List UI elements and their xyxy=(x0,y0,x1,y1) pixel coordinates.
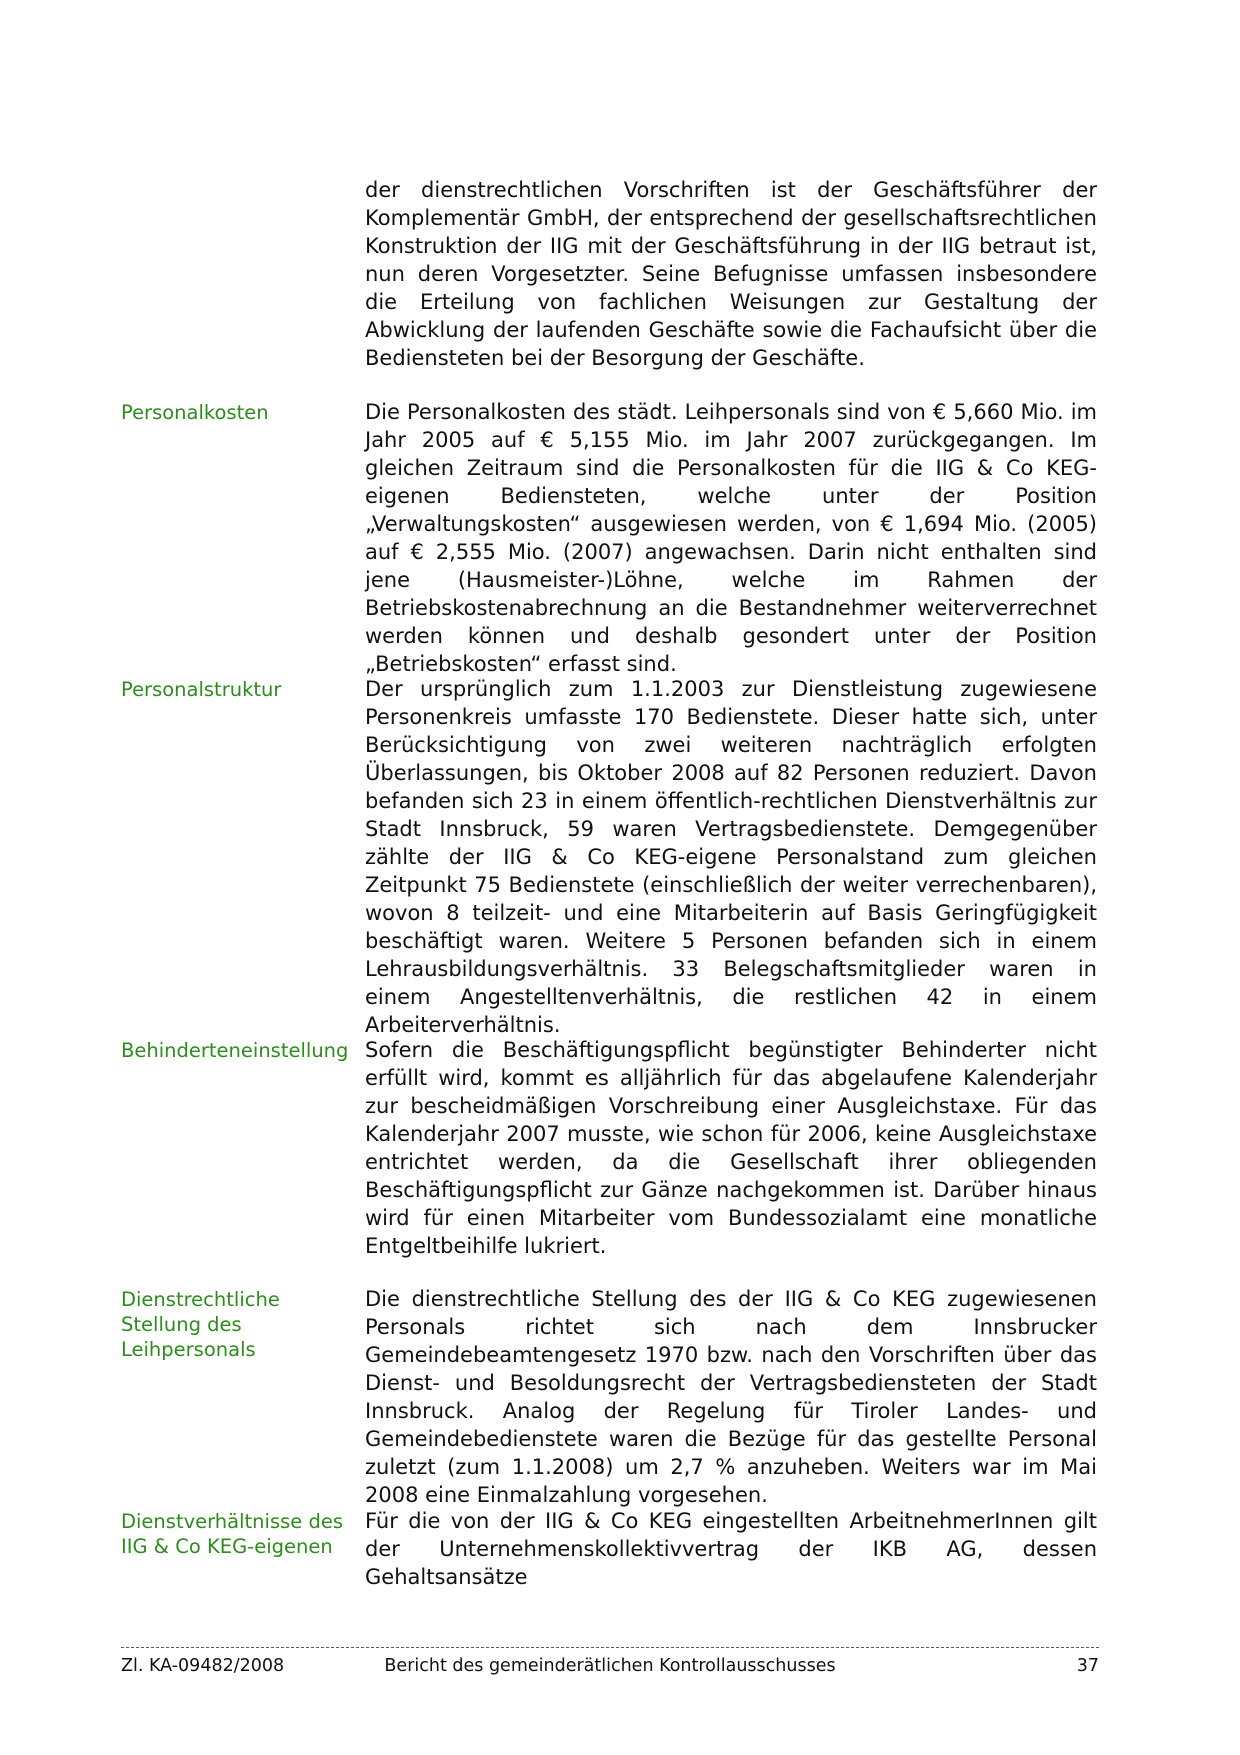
margin-label-personalkosten: Personalkosten xyxy=(121,401,269,424)
margin-label-behinderteneinstellung: Behinderteneinstellung xyxy=(121,1039,349,1062)
margin-label-dienstrechtliche-stellung: Dienstrechtliche Stellung des Leihpersonals xyxy=(121,1288,280,1361)
paragraph-personalstruktur: Der ursprünglich zum 1.1.2003 zur Dienstleistung zugewiesene Personenkreis umfasste 170 Bedienstete. Dieser hatte sich, unter Berücksichtigung von zwei weiteren nachträglich erfolgten Überlassungen, bis Oktober 2008 auf 82 Personen reduziert. Davon befanden sich 23 in einem öffentlich-rechtlichen Dienstverhältnis zur Stadt Innsbruck, 59 waren Vertragsbedienstete. Demgegenüber zählte der IIG & Co KEG-eigene Personalstand zum gleichen Zeitpunkt 75 Bedienstete (einschließlich der weiter verrechenbaren), wovon 8 teilzeit- und eine Mitarbeiterin auf Basis Geringfügigkeit beschäftigt waren. Weitere 5 Personen befanden sich in einem Lehrausbildungsverhältnis. 33 Belegschaftsmitglieder waren in einem Angestelltenverhältnis, die restlichen 42 in einem Arbeiterverhältnis. xyxy=(365,677,1097,1037)
paragraph-personalkosten: Die Personalkosten des städt. Leihpersonals sind von € 5,660 Mio. im Jahr 2005 auf € 5,155 Mio. im Jahr 2007 zurückgegangen. Im gleichen Zeitraum sind die Personalkosten für die IIG & Co KEG-eigenen Bediensteten, welche unter der Position „Verwaltungskosten“ ausgewiesen werden, von € 1,694 Mio. (2005) auf € 2,555 Mio. (2007) angewachsen. Darin nicht enthalten sind jene (Hausmeister-)Löhne, welche im Rahmen der Betriebskostenabrechnung an die Bestandnehmer weiterverrechnet werden können und deshalb gesondert unter der Position „Betriebskosten“ erfasst sind. xyxy=(365,400,1097,676)
margin-label-dienstverhaeltnisse: Dienstverhältnisse des IIG & Co KEG-eigenen xyxy=(121,1510,344,1558)
paragraph-continuation: der dienstrechtlichen Vorschriften ist der Geschäftsführer der Komplementär GmbH, der entsprechend der gesellschaftsrechtlichen Konstruktion der IIG mit der Geschäftsführung in der IIG betraut ist, nun deren Vorgesetzter. Seine Befugnisse umfassen insbesondere die Erteilung von fachlichen Weisungen zur Gestaltung der Abwicklung der laufenden Geschäfte sowie die Fachaufsicht über die Bediensteten bei der Besorgung der Geschäfte. xyxy=(365,178,1097,370)
margin-label-personalstruktur: Personalstruktur xyxy=(121,678,282,701)
footer-title: Bericht des gemeinderätlichen Kontrollausschusses xyxy=(384,1656,836,1676)
footer-divider xyxy=(121,1647,1099,1648)
footer-reference: Zl. KA-09482/2008 xyxy=(121,1656,285,1676)
page-number: 37 xyxy=(1076,1656,1099,1676)
paragraph-behinderteneinstellung: Sofern die Beschäftigungspflicht begünstigter Behinderter nicht erfüllt wird, kommt es alljährlich für das abgelaufene Kalenderjahr zur bescheidmäßigen Vorschreibung einer Ausgleichstaxe. Für das Kalenderjahr 2007 musste, wie schon für 2006, keine Ausgleichstaxe entrichtet werden, da die Gesellschaft ihrer obliegenden Beschäftigungspflicht zur Gänze nachgekommen ist. Darüber hinaus wird für einen Mitarbeiter vom Bundessozialamt eine monatliche Entgeltbeihilfe lukriert. xyxy=(365,1038,1097,1258)
paragraph-dienstrechtliche-stellung: Die dienstrechtliche Stellung des der IIG & Co KEG zugewiesenen Personals richtet sich nach dem Innsbrucker Gemeindebeamtengesetz 1970 bzw. nach den Vorschriften über das Dienst- und Besoldungsrecht der Vertragsbediensteten der Stadt Innsbruck. Analog der Regelung für Tiroler Landes- und Gemeindebedienstete waren die Bezüge für das gestellte Personal zuletzt (zum 1.1.2008) um 2,7 % anzuheben. Weiters war im Mai 2008 eine Einmalzahlung vorgesehen. xyxy=(365,1287,1097,1507)
paragraph-dienstverhaeltnisse: Für die von der IIG & Co KEG eingestellten ArbeitnehmerInnen gilt der Unternehmenskollektivvertrag der IKB AG, dessen Gehaltsansätze xyxy=(365,1509,1097,1589)
